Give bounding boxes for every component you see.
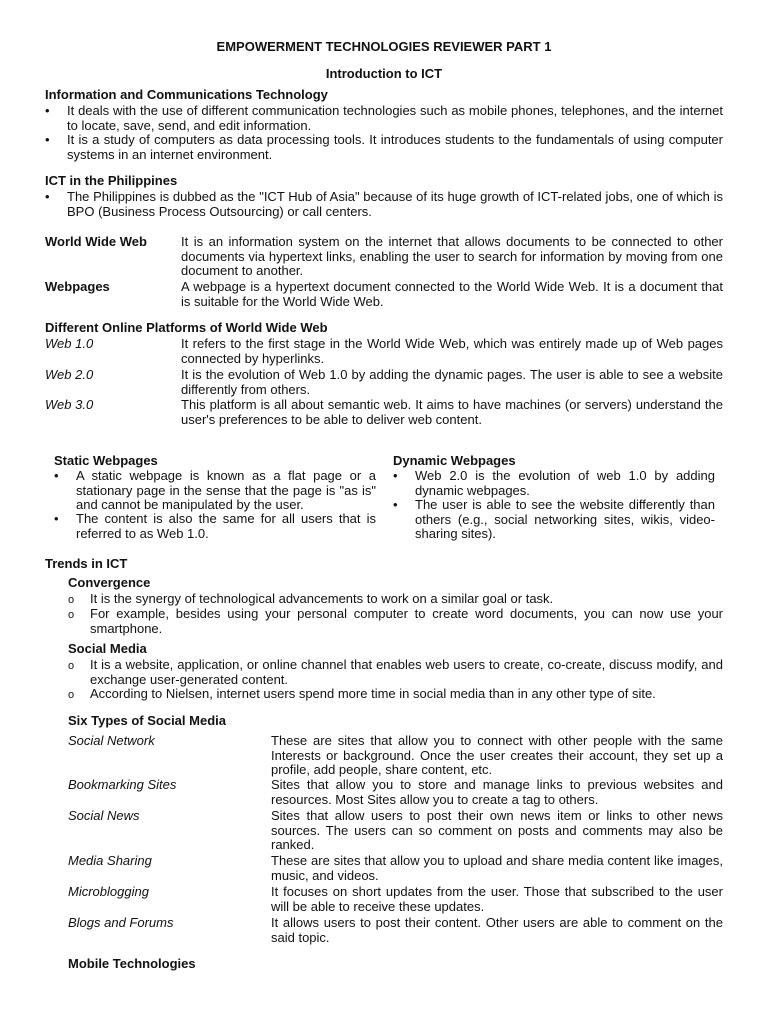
- term-label: Web 1.0: [45, 336, 94, 351]
- ict-bullet: • It deals with the use of different communication technologies such as mobile phones, telephones, and the internet to locate, save, send, and edit information.: [45, 104, 723, 133]
- bullet-dot: [45, 190, 50, 205]
- circle-bullet-icon: [68, 607, 74, 623]
- term-label: Blogs and Forums: [68, 915, 174, 930]
- term-label: Bookmarking Sites: [68, 777, 177, 792]
- social-media-bullet: o According to Nielsen, internet users spend more time in social media than in any other type of site.: [68, 687, 723, 702]
- term-label: Social News: [68, 808, 140, 823]
- term-desc: It is an information system on the internet that allows documents to be connected to other documents via hypertext links, enabling the user to search for information by moving from one document to another.: [181, 234, 723, 278]
- term-desc: A webpage is a hypertext document connected to the World Wide Web. It is a document that is suitable for the World Wide Web.: [181, 279, 723, 309]
- document-title: EMPOWERMENT TECHNOLOGIES REVIEWER PART 1: [216, 39, 552, 54]
- circle-bullet-icon: [68, 658, 74, 674]
- term-desc: These are sites that allow you to connect with other people with the same Interests or background. Once the user creates their account, they set up a profile, add people, share content, etc.: [271, 733, 723, 777]
- social-media-bullet: o It is a website, application, or online channel that enables web users to create, co-create, discuss modify, and exchange user-generated content.: [68, 658, 723, 687]
- term-label: Web 3.0: [45, 397, 94, 412]
- circle-bullet-icon: [68, 687, 74, 703]
- ph-heading: ICT in the Philippines: [45, 173, 178, 188]
- bullet-dot: [393, 498, 398, 513]
- document-subtitle: Introduction to ICT: [325, 66, 443, 81]
- term-label: Microblogging: [68, 884, 149, 899]
- term-desc: Sites that allow users to post their own news item or links to other news sources. The users can so comment on posts and comments may also be ranked.: [271, 808, 723, 852]
- static-heading: Static Webpages: [54, 453, 158, 468]
- convergence-bullet: o For example, besides using your personal computer to create word documents, you can now use your smartphone.: [68, 607, 723, 636]
- trends-heading: Trends in ICT: [45, 556, 128, 571]
- static-bullet: • A static webpage is known as a flat page or a stationary page in the sense that the page is "as is" and cannot be manipulated by the user.: [54, 469, 376, 513]
- circle-bullet-icon: [68, 592, 74, 608]
- bullet-dot: [45, 104, 50, 119]
- term-desc: It refers to the first stage in the World Wide Web, which was entirely made up of Web pages connected by hyperlinks.: [181, 336, 723, 366]
- ph-bullet: • The Philippines is dubbed as the "ICT Hub of Asia" because of its huge growth of ICT-related jobs, one of which is BPO (Business Process Outsourcing) or call centers.: [45, 190, 723, 219]
- term-label: Web 2.0: [45, 367, 94, 382]
- term-desc: It focuses on short updates from the user. Those that subscribed to the user will be able to receive these updates.: [271, 884, 723, 914]
- convergence-bullet: o It is the synergy of technological advancements to work on a similar goal or task.: [68, 592, 723, 607]
- static-bullet: • The content is also the same for all users that is referred to as Web 1.0.: [54, 512, 376, 541]
- bullet-dot: [54, 512, 59, 527]
- term-desc: It is the evolution of Web 1.0 by adding the dynamic pages. The user is able to see a website differently from others.: [181, 367, 723, 397]
- term-desc: Sites that allow you to store and manage links to previous websites and resources. Most Sites allow you to create a tag to others.: [271, 777, 723, 807]
- six-types-heading: Six Types of Social Media: [68, 713, 226, 728]
- bullet-dot: [45, 133, 50, 148]
- dynamic-bullet: • The user is able to see the website differently than others (e.g., social networking sites, wikis, video-sharing sites).: [393, 498, 715, 542]
- ict-heading: Information and Communications Technology: [45, 87, 328, 102]
- term-label: Media Sharing: [68, 853, 152, 868]
- dynamic-heading: Dynamic Webpages: [393, 453, 516, 468]
- term-label: Webpages: [45, 279, 110, 294]
- mobile-tech-heading: Mobile Technologies: [68, 956, 196, 971]
- dynamic-bullet: • Web 2.0 is the evolution of web 1.0 by adding dynamic webpages.: [393, 469, 715, 498]
- platforms-heading: Different Online Platforms of World Wide Web: [45, 320, 328, 335]
- convergence-heading: Convergence: [68, 575, 151, 590]
- social-media-heading: Social Media: [68, 641, 147, 656]
- term-label: World Wide Web: [45, 234, 147, 249]
- term-label: Social Network: [68, 733, 155, 748]
- bullet-dot: [54, 469, 59, 484]
- term-desc: These are sites that allow you to upload and share media content like images, music, and videos.: [271, 853, 723, 883]
- term-desc: It allows users to post their content. Other users are able to comment on the said topic.: [271, 915, 723, 945]
- bullet-dot: [393, 469, 398, 484]
- term-desc: This platform is all about semantic web. It aims to have machines (or servers) understand the user's preferences to be able to deliver web content.: [181, 397, 723, 427]
- ict-bullet: • It is a study of computers as data processing tools. It introduces students to the fundamentals of using computer systems in an internet environment.: [45, 133, 723, 162]
